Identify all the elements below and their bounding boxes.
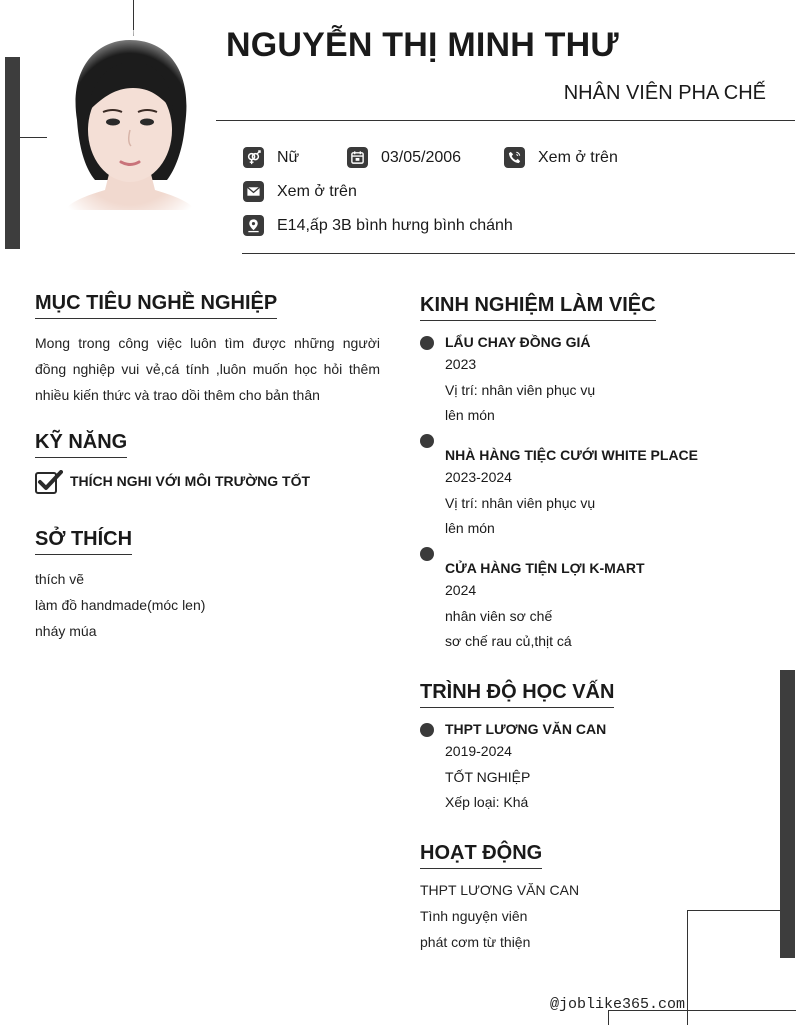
candidate-name: NGUYỄN THỊ MINH THƯ	[226, 26, 619, 64]
site-watermark: @joblike365.com	[550, 996, 686, 1013]
timeline-bullet	[420, 547, 434, 561]
checkbox-checked-icon	[35, 470, 61, 492]
timeline-bullet	[420, 336, 434, 350]
list-item: nháy múa	[35, 623, 97, 639]
calendar-icon	[347, 147, 368, 168]
company-name: NHÀ HÀNG TIỆC CƯỚI WHITE PLACE	[445, 447, 698, 463]
activities-section	[420, 842, 542, 869]
contact-email	[243, 181, 357, 202]
email-icon	[243, 181, 264, 202]
experience-item	[445, 447, 698, 542]
address-value: E14,ấp 3B bình hưng bình chánh	[277, 216, 513, 234]
work-detail: lên món	[445, 520, 495, 536]
profile-photo	[55, 30, 205, 210]
gender-value: Nữ	[277, 148, 300, 166]
education-detail: TỐT NGHIỆP	[445, 768, 531, 785]
activities-heading: HOẠT ĐỘNG	[420, 842, 542, 869]
education-detail: Xếp loại: Khá	[445, 794, 529, 810]
dob-value: 03/05/2006	[381, 148, 462, 166]
work-period: 2024	[445, 582, 477, 598]
education-item	[445, 721, 606, 816]
work-period: 2023-2024	[445, 469, 512, 485]
skill-label: THÍCH NGHI VỚI MÔI TRƯỜNG TỐT	[70, 473, 311, 489]
list-item: THPT LƯƠNG VĂN CAN	[420, 882, 580, 898]
contact-divider	[242, 253, 795, 254]
corner-decor-line	[687, 910, 780, 911]
timeline-bullet	[420, 434, 434, 448]
company-name: LẨU CHAY ĐỒNG GIÁ	[445, 334, 591, 350]
phone-icon	[504, 147, 525, 168]
phone-value: Xem ở trên	[538, 148, 618, 166]
objective-text: Mong trong công việc luôn tìm được những người đồng nghiệp vui vẻ,cá tính ,luôn muốn học hỏi thêm nhiều kiến thức và trao dồi thêm cho bản thân	[35, 335, 380, 403]
contact-address	[243, 215, 513, 236]
experience-heading: KINH NGHIỆM LÀM VIỆC	[420, 294, 656, 321]
email-value: Xem ở trên	[277, 182, 357, 200]
list-item: phát cơm từ thiện	[420, 934, 531, 950]
work-detail: lên món	[445, 407, 495, 423]
header-divider	[216, 120, 795, 121]
school-name: THPT LƯƠNG VĂN CAN	[445, 721, 607, 737]
work-detail: nhân viên sơ chế	[445, 607, 553, 624]
objective-heading: MỤC TIÊU NGHỀ NGHIỆP	[35, 292, 277, 319]
contact-gender	[243, 147, 299, 168]
contact-phone	[504, 147, 618, 168]
work-detail: Vị trí: nhân viên phục vụ	[445, 494, 596, 511]
company-name: CỬA HÀNG TIỆN LỢI K-MART	[445, 560, 645, 576]
list-item: làm đồ handmade(móc len)	[35, 597, 206, 613]
work-detail: sơ chế rau củ,thịt cá	[445, 633, 572, 649]
left-decor-bar	[5, 57, 20, 249]
experience-section	[420, 294, 656, 321]
list-item: Tình nguyện viên	[420, 908, 528, 924]
left-decor-line	[20, 137, 47, 138]
education-heading: TRÌNH ĐỘ HỌC VẤN	[420, 681, 614, 708]
skill-item	[35, 470, 310, 492]
skills-heading: KỸ NĂNG	[35, 431, 127, 458]
right-decor-bar	[780, 670, 795, 958]
hobbies-section	[35, 528, 132, 555]
activities-list	[420, 877, 579, 955]
hobbies-heading: SỞ THÍCH	[35, 528, 132, 555]
job-title: NHÂN VIÊN PHA CHẾ	[563, 82, 766, 104]
contact-dob	[347, 147, 461, 168]
gender-icon	[243, 147, 264, 168]
experience-item	[445, 560, 645, 655]
hobbies-list	[35, 566, 205, 644]
timeline-bullet	[420, 723, 434, 737]
skills-section	[35, 431, 127, 458]
experience-item	[445, 334, 595, 429]
work-detail: Vị trí: nhân viên phục vụ	[445, 381, 596, 398]
list-item: thích vẽ	[35, 571, 85, 587]
education-section	[420, 681, 614, 708]
corner-decor-line	[687, 910, 688, 1025]
study-period: 2019-2024	[445, 743, 512, 759]
location-icon	[243, 215, 264, 236]
objective-section	[35, 292, 277, 319]
work-period: 2023	[445, 356, 477, 372]
